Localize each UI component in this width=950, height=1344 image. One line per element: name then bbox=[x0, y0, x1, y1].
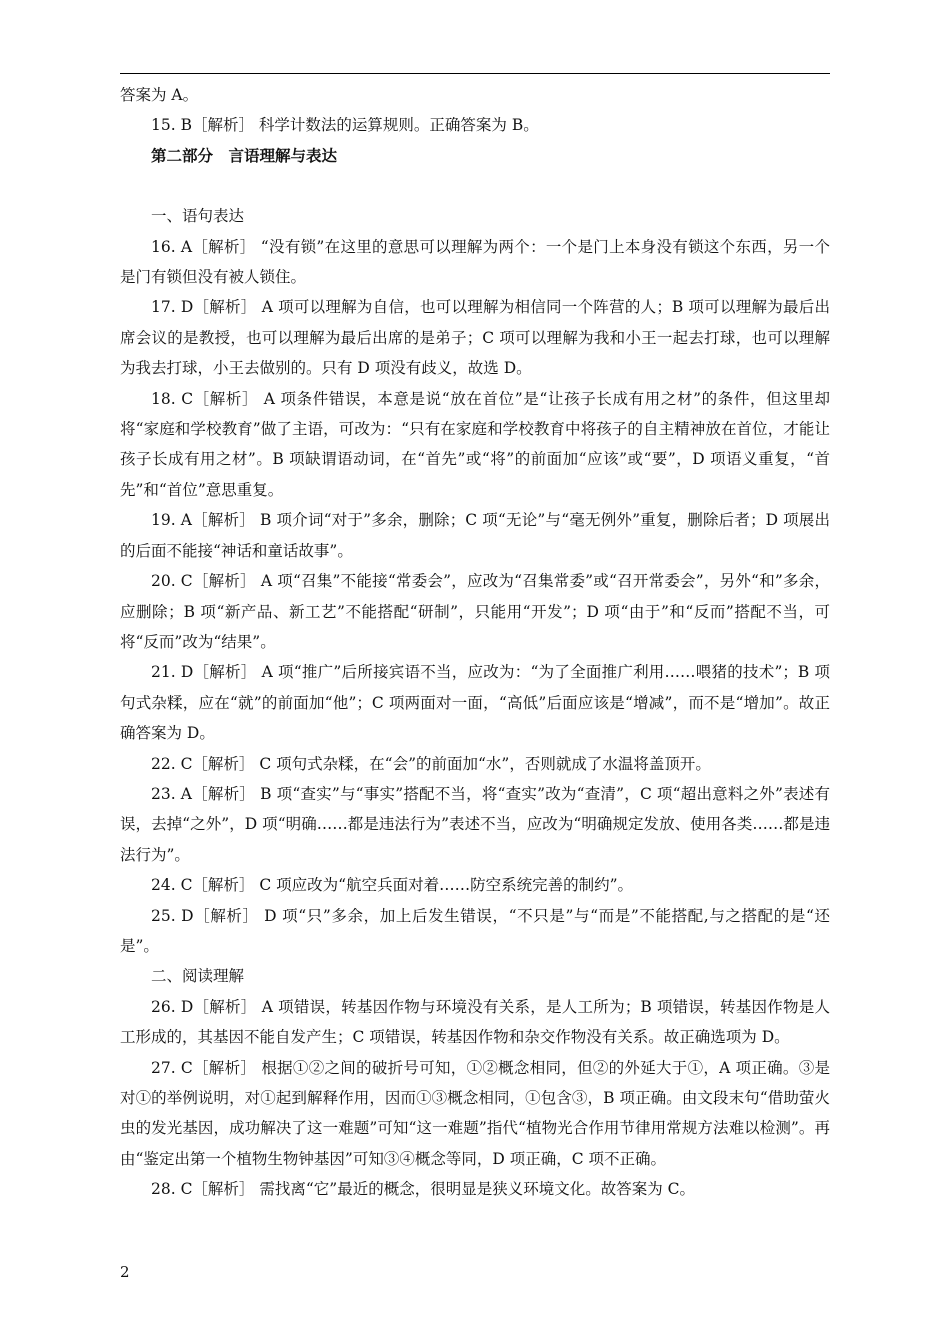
answer-25: 25. D［解析］ D 项“只”多余，加上后发生错误，“不只是”与“而是”不能搭配,与之搭配的是“还是”。 bbox=[120, 906, 830, 955]
answer-28: 28. C［解析］ 需找离“它”最近的概念，很明显是狭义环境文化。故答案为 C。 bbox=[151, 1180, 696, 1199]
answer-23: 23. A［解析］ B 项“查实”与“事实”搭配不当，将“查实”改为“查清”，C 项“超出意料之外”表述有误，去掉“之外”，D 项“明确……都是违法行为”表述不当，应改为“明确规定发放、使用各类……都是违法行为”。 bbox=[120, 784, 830, 864]
answer-17: 17. D［解析］ A 项可以理解为自信，也可以理解为相信同一个阵营的人；B 项可以理解为最后出席会议的是教授，也可以理解为最后出席的是弟子；C 项可以理解为我和小王一起去打球，也可以理解为我去打球，小王去做别的。只有 D 项没有歧义，故选 D。 bbox=[120, 298, 830, 378]
answer-24: 24. C［解析］ C 项应改为“航空兵面对着……防空系统完善的制约”。 bbox=[151, 876, 634, 895]
spacer bbox=[120, 171, 830, 201]
answer-27: 27. C［解析］ 根据①②之间的破折号可知，①②概念相同，但②的外延大于①，A 项正确。③是对①的举例说明，对①起到解释作用，因而①③概念相同，①包含③，B 项正确。由文段末句“借助萤火虫的发光基因，成功解决了这一难题”可知“这一难题”指代“植物光合作用节律用常规方法难以检测”。再由“鉴定出第一个植物生物钟基因”可知③④概念等同，D 项正确，C 项不正确。 bbox=[120, 1058, 830, 1168]
answer-19: 19. A［解析］ B 项介词“对于”多余，删除；C 项“无论”与“毫无例外”重复，删除后者；D 项展出的后面不能接“神话和童话故事”。 bbox=[120, 511, 830, 560]
answer-21: 21. D［解析］ A 项“推广”后所接宾语不当，应改为：“为了全面推广利用……喂猪的技术”；B 项句式杂糅，应在“就”的前面加“他”；C 项两面对一面，“高低”后面应该是“增减”，而不是“增加”。故正确答案为 D。 bbox=[120, 663, 830, 743]
answer-20: 20. C［解析］ A 项“召集”不能接“常委会”，应改为“召集常委”或“召开常委会”，另外“和”多余，应删除；B 项“新产品、新工艺”不能搭配“研制”，只能用“开发”；D 项“由于”和“反而”搭配不当，可将“反而”改为“结果”。 bbox=[120, 572, 830, 651]
header-rule bbox=[120, 73, 830, 74]
answer-15: 15. B［解析］ 科学计数法的运算规则。正确答案为 B。 bbox=[151, 116, 539, 135]
section-title-2: 二、阅读理解 bbox=[151, 967, 245, 986]
answer-26: 26. D［解析］ A 项错误，转基因作物与环境没有关系，是人工所为；B 项错误，转基因作物是人工形成的，其基因不能自发产生；C 项错误，转基因作物和杂交作物没有关系。故正确选项为 D。 bbox=[120, 997, 830, 1047]
answer-22: 22. C［解析］ C 项句式杂糅，在“会”的前面加“水”，否则就成了水温将盖顶开。 bbox=[151, 754, 711, 773]
section-title-1: 一、语句表达 bbox=[151, 207, 245, 226]
part-title: 第二部分 言语理解与表达 bbox=[151, 145, 338, 165]
document-body bbox=[120, 80, 830, 1205]
answer-18: 18. C［解析］ A 项条件错误，本意是说“放在首位”是“让孩子长成有用之材”的条件，但这里却将“家庭和学校教育”做了主语，可改为：“只有在家庭和学校教育中将孩子的自主精神放在首位，才能让孩子长成有用之材”。B 项缺谓语动词，在“首先”或“将”的前面加“应该”或“要”，D 项语义重复，“首先”和“首位”意思重复。 bbox=[120, 389, 830, 499]
page-number: 2 bbox=[120, 1263, 130, 1281]
lead-line: 答案为 A。 bbox=[120, 86, 199, 104]
answer-16: 16. A［解析］ “没有锁”在这里的意思可以理解为两个：一个是门上本身没有锁这个东西，另一个是门有锁但没有被人锁住。 bbox=[120, 237, 830, 287]
